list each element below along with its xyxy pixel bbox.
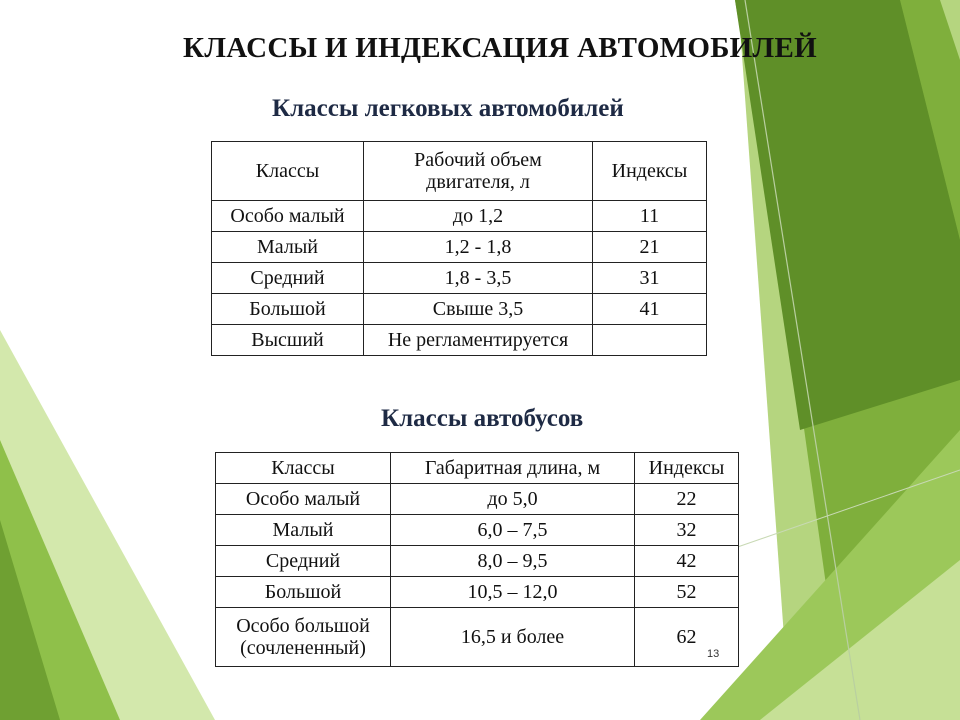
header-cell-classes: Классы — [216, 453, 391, 484]
table-header-row — [216, 453, 739, 484]
table-row — [212, 325, 707, 356]
table-row — [212, 294, 707, 325]
bus-table-subtitle: Классы автобусов — [381, 405, 584, 432]
class-cell: Высший — [212, 325, 364, 356]
bus-classes-table — [215, 452, 739, 667]
table-row — [212, 201, 707, 232]
class-cell: Большой — [216, 577, 391, 608]
index-cell: 31 — [593, 263, 707, 294]
table-row — [216, 546, 739, 577]
table-row — [216, 577, 739, 608]
cars-classes-table — [211, 141, 707, 356]
table-row — [216, 484, 739, 515]
class-cell: Малый — [212, 232, 364, 263]
page-title: КЛАССЫ И ИНДЕКСАЦИЯ АВТОМОБИЛЕЙ — [183, 32, 817, 64]
header-cell-engine-volume: Рабочий объем двигателя, л — [364, 142, 593, 201]
header-cell-length: Габаритная длина, м — [391, 453, 635, 484]
class-cell: Малый — [216, 515, 391, 546]
engine-volume-cell: до 1,2 — [364, 201, 593, 232]
index-cell: 11 — [593, 201, 707, 232]
class-cell: Особо малый — [212, 201, 364, 232]
cars-table-subtitle: Классы легковых автомобилей — [272, 95, 624, 122]
engine-volume-cell: 1,8 - 3,5 — [364, 263, 593, 294]
table-row — [216, 608, 739, 667]
header-cell-indexes: Индексы — [635, 453, 739, 484]
index-cell: 41 — [593, 294, 707, 325]
length-cell: 8,0 – 9,5 — [391, 546, 635, 577]
length-cell: 10,5 – 12,0 — [391, 577, 635, 608]
length-cell: 16,5 и более — [391, 608, 635, 667]
index-cell: 52 — [635, 577, 739, 608]
table-header-row — [212, 142, 707, 201]
table-row — [216, 515, 739, 546]
index-cell: 32 — [635, 515, 739, 546]
class-cell: Большой — [212, 294, 364, 325]
engine-volume-cell: 1,2 - 1,8 — [364, 232, 593, 263]
header-cell-classes: Классы — [212, 142, 364, 201]
header-cell-indexes: Индексы — [593, 142, 707, 201]
engine-volume-cell: Свыше 3,5 — [364, 294, 593, 325]
class-cell: Средний — [212, 263, 364, 294]
index-cell: 21 — [593, 232, 707, 263]
class-cell: Особо большой (сочлененный) — [216, 608, 391, 667]
page-number: 13 — [707, 648, 720, 660]
class-cell: Особо малый — [216, 484, 391, 515]
length-cell: до 5,0 — [391, 484, 635, 515]
class-cell: Средний — [216, 546, 391, 577]
index-cell: 22 — [635, 484, 739, 515]
index-cell — [593, 325, 707, 356]
table-row — [212, 232, 707, 263]
table-row — [212, 263, 707, 294]
engine-volume-cell: Не регламентируется — [364, 325, 593, 356]
length-cell: 6,0 – 7,5 — [391, 515, 635, 546]
index-cell: 62 — [635, 608, 739, 667]
index-cell: 42 — [635, 546, 739, 577]
